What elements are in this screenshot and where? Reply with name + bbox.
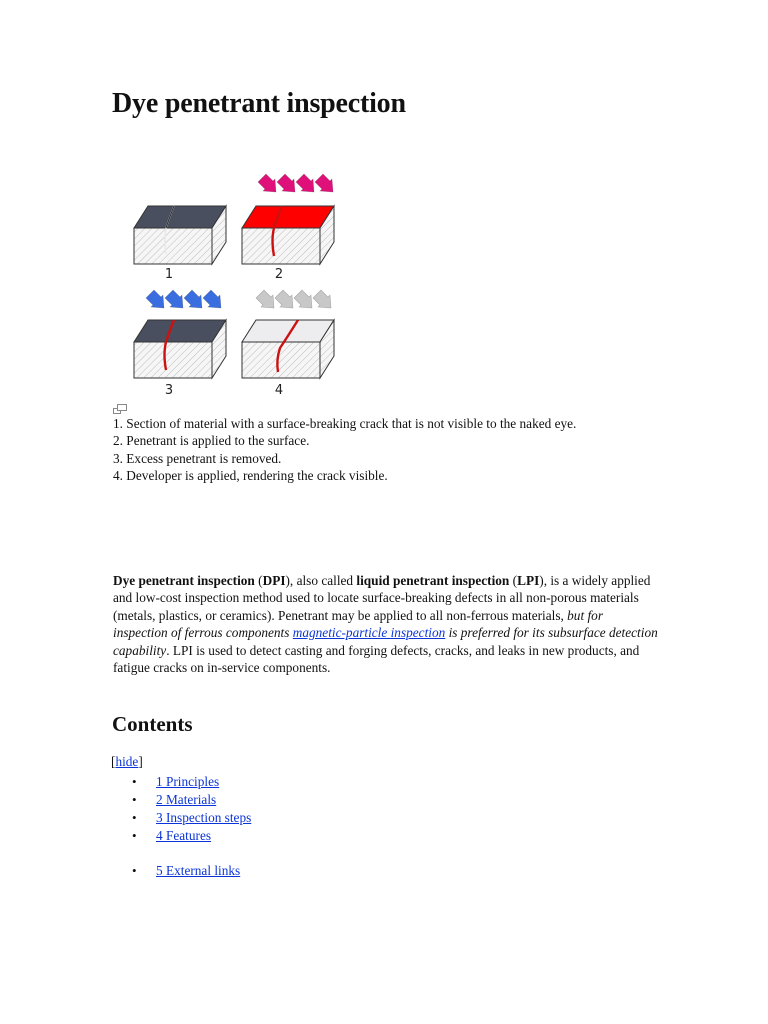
arrow-icon (313, 290, 331, 308)
arrow-icon (203, 290, 221, 308)
term-dpi: Dye penetrant inspection (113, 573, 255, 588)
arrow-icon (184, 290, 202, 308)
step-label-2: 2 (274, 267, 284, 282)
text: ), also called (285, 573, 357, 588)
caption-line: 3. Excess penetrant is removed. (113, 450, 282, 466)
page-title: Dye penetrant inspection (112, 88, 406, 119)
step-label-1: 1 (164, 267, 174, 282)
removal-arrows (146, 290, 221, 308)
magnetic-particle-inspection-link[interactable]: magnetic-particle inspection (292, 625, 446, 641)
toc-item (132, 862, 251, 880)
text: ), is a widely applied and low-cost inspection method used to locate surface-breaking defects in all non-porous materials (metals, plastics, or ceramics). Penetrant may be applied to all non-ferrous materials, (113, 573, 651, 623)
arrow-icon (277, 174, 295, 192)
arrow-icon (294, 290, 312, 308)
arrow-icon (315, 174, 333, 192)
text: ( (254, 573, 263, 588)
toc-item (132, 773, 251, 791)
toc-item (132, 827, 251, 845)
caption-line: 2. Penetrant is applied to the surface. (113, 433, 310, 449)
figure-caption (113, 415, 673, 485)
arrow-icon (296, 174, 314, 192)
block-step-1 (134, 206, 226, 264)
inspection-steps-diagram (120, 168, 360, 404)
emphasis-text: is preferred for its subsurface detection capability (113, 625, 658, 658)
caption-line: 1. Section of material with a surface-breaking crack that is not visible to the naked eye. (113, 416, 577, 431)
enlarge-icon[interactable] (113, 404, 127, 414)
toc-link-inspection-steps[interactable]: 3 Inspection steps (156, 810, 252, 825)
toc-toggle (111, 754, 143, 770)
arrow-icon (256, 290, 274, 308)
term-lpi: liquid penetrant inspection (356, 573, 510, 588)
bracket: [ (111, 754, 116, 769)
step-label-4: 4 (274, 383, 284, 398)
text: ( (509, 573, 518, 588)
toc-link-external-links[interactable]: 5 External links (156, 863, 241, 878)
toc-item (132, 791, 251, 809)
block-step-4 (242, 320, 334, 378)
arrow-icon (146, 290, 164, 308)
emphasis-text: but for inspection of ferrous components (113, 607, 603, 641)
toc-link-features[interactable]: 4 Features (156, 828, 212, 843)
abbr-lpi: LPI (517, 573, 540, 588)
arrow-icon (258, 174, 276, 192)
inspection-steps-figure (120, 168, 360, 404)
arrow-icon (275, 290, 293, 308)
arrow-icon (165, 290, 183, 308)
toc-hide-link[interactable]: hide (115, 754, 139, 769)
toc-link-principles[interactable]: 1 Principles (156, 774, 220, 789)
block-step-3 (134, 320, 226, 378)
toc-item (132, 809, 251, 827)
penetrant-arrows (258, 174, 333, 192)
toc-link-materials[interactable]: 2 Materials (156, 792, 217, 807)
bracket: ] (138, 754, 143, 769)
caption-line: 4. Developer is applied, rendering the crack visible. (113, 468, 388, 484)
lead-paragraph (113, 572, 658, 676)
table-of-contents (132, 773, 251, 880)
abbr-dpi: DPI (262, 573, 286, 588)
text: . LPI is used to detect casting and forging defects, cracks, and leaks in new products, and fatigue cracks on in-service components. (113, 642, 640, 676)
contents-heading: Contents (112, 712, 193, 736)
block-step-2 (242, 206, 334, 264)
developer-arrows (256, 290, 331, 308)
step-label-3: 3 (164, 383, 174, 398)
